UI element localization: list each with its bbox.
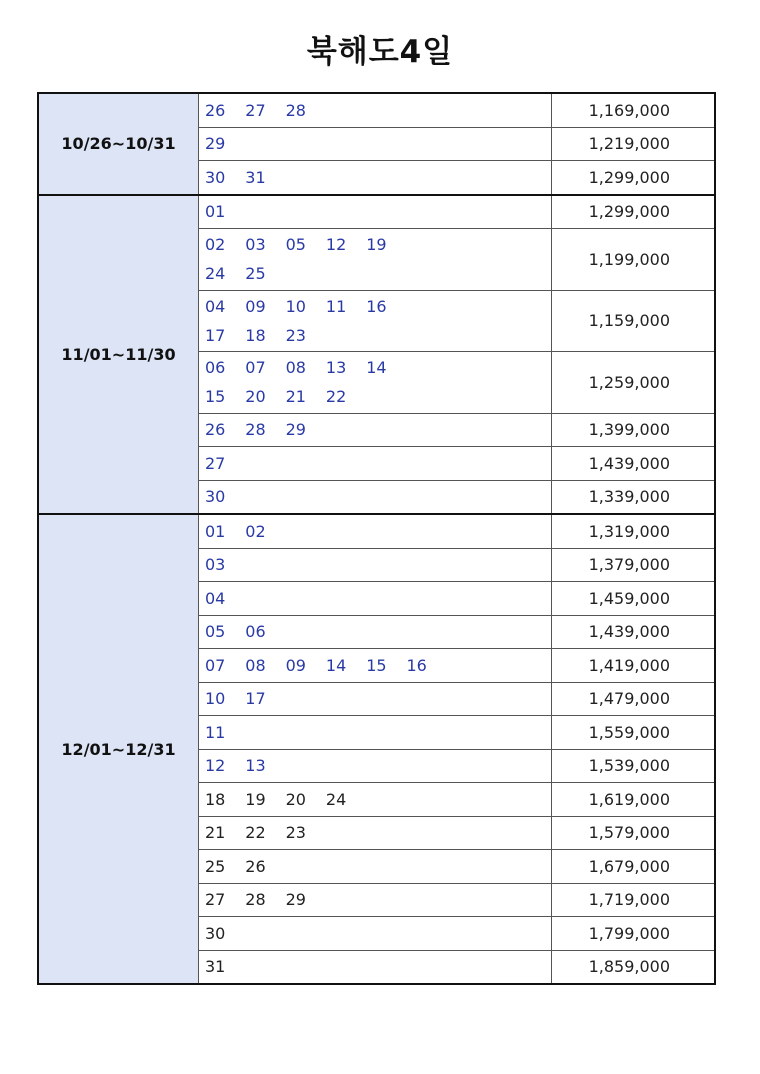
price-cell: 1,159,000: [552, 290, 716, 352]
days-line: [205, 684, 551, 713]
departure-days-cell: [199, 649, 552, 683]
departure-days-cell: [199, 850, 552, 884]
day-value: 28: [245, 890, 266, 910]
day-value: 17: [245, 689, 266, 709]
departure-days-cell: [199, 548, 552, 582]
day-value: 26: [245, 856, 266, 876]
day-value: 12: [325, 235, 347, 255]
departure-days-cell: [199, 716, 552, 750]
departure-days-cell: [199, 352, 552, 414]
days-line: [205, 321, 551, 350]
price-cell: 1,339,000: [552, 480, 716, 514]
days-line: [205, 292, 551, 321]
days-line: [205, 584, 551, 613]
price-table-body: [38, 93, 715, 984]
days-line: [205, 550, 551, 579]
day-value: 13: [325, 358, 347, 378]
days-line: [205, 852, 551, 881]
departure-days-cell: [199, 950, 552, 984]
table-row: [38, 195, 715, 229]
day-value: 05: [285, 235, 306, 255]
page-title: 북해도4일: [306, 34, 454, 70]
days-line: [205, 96, 551, 125]
day-value: 29: [285, 420, 306, 440]
price-cell: 1,799,000: [552, 917, 716, 951]
day-value: 16: [366, 296, 387, 316]
day-value: 17: [205, 325, 226, 345]
day-value: 25: [245, 264, 266, 284]
price-cell: 1,619,000: [552, 783, 716, 817]
day-value: 02: [245, 521, 266, 541]
days-line: [205, 482, 551, 511]
day-value: 01: [205, 521, 226, 541]
day-value: 02: [205, 235, 226, 255]
day-value: 30: [205, 167, 226, 187]
day-value: 08: [285, 358, 306, 378]
day-value: 12: [205, 756, 226, 776]
day-value: 14: [325, 655, 347, 675]
days-line: [205, 617, 551, 646]
price-cell: 1,299,000: [552, 161, 716, 195]
day-value: 22: [245, 823, 266, 843]
day-value: 27: [205, 453, 226, 473]
price-cell: 1,169,000: [552, 93, 716, 127]
period-cell: 10/26~10/31: [38, 93, 199, 195]
day-value: 01: [205, 202, 226, 222]
table-row: [38, 514, 715, 548]
price-cell: 1,419,000: [552, 649, 716, 683]
day-value: 27: [245, 100, 266, 120]
day-value: 31: [205, 957, 226, 977]
day-value: 04: [205, 588, 226, 608]
day-value: 03: [245, 235, 266, 255]
day-value: 14: [366, 358, 387, 378]
table-row: [38, 93, 715, 127]
day-value: 09: [285, 655, 306, 675]
day-value: 24: [205, 264, 226, 284]
departure-days-cell: [199, 447, 552, 481]
days-line: [205, 785, 551, 814]
departure-days-cell: [199, 93, 552, 127]
days-line: [205, 129, 551, 158]
day-value: 25: [205, 856, 226, 876]
day-value: 07: [205, 655, 226, 675]
price-cell: 1,299,000: [552, 195, 716, 229]
day-value: 11: [205, 722, 226, 742]
day-value: 28: [245, 420, 266, 440]
departure-days-cell: [199, 229, 552, 291]
days-line: [205, 230, 551, 259]
price-cell: 1,319,000: [552, 514, 716, 548]
day-value: 19: [366, 235, 387, 255]
days-line: [205, 751, 551, 780]
day-value: 06: [205, 358, 226, 378]
price-cell: 1,379,000: [552, 548, 716, 582]
days-line: [205, 382, 551, 411]
days-line: [205, 885, 551, 914]
day-value: 29: [205, 134, 226, 154]
days-line: [205, 919, 551, 948]
departure-days-cell: [199, 161, 552, 195]
days-line: [205, 818, 551, 847]
day-value: 29: [285, 890, 306, 910]
day-value: 18: [245, 325, 266, 345]
departure-days-cell: [199, 615, 552, 649]
price-cell: 1,259,000: [552, 352, 716, 414]
price-cell: 1,719,000: [552, 883, 716, 917]
day-value: 10: [285, 296, 306, 316]
day-value: 04: [205, 296, 226, 316]
day-value: 19: [245, 789, 266, 809]
price-cell: 1,399,000: [552, 413, 716, 447]
day-value: 23: [285, 325, 306, 345]
price-cell: 1,479,000: [552, 682, 716, 716]
departure-days-cell: [199, 883, 552, 917]
day-value: 03: [205, 555, 226, 575]
days-line: [205, 651, 551, 680]
departure-days-cell: [199, 413, 552, 447]
departure-days-cell: [199, 917, 552, 951]
day-value: 28: [285, 100, 306, 120]
day-value: 09: [245, 296, 266, 316]
day-value: 15: [366, 655, 387, 675]
departure-days-cell: [199, 514, 552, 548]
departure-days-cell: [199, 480, 552, 514]
price-table: [37, 92, 716, 985]
days-line: [205, 353, 551, 382]
departure-days-cell: [199, 749, 552, 783]
day-value: 26: [205, 420, 226, 440]
price-cell: 1,439,000: [552, 447, 716, 481]
price-cell: 1,559,000: [552, 716, 716, 750]
day-value: 13: [245, 756, 266, 776]
day-value: 16: [406, 655, 427, 675]
day-value: 18: [205, 789, 226, 809]
day-value: 21: [205, 823, 226, 843]
day-value: 24: [325, 789, 347, 809]
departure-days-cell: [199, 195, 552, 229]
departure-days-cell: [199, 127, 552, 161]
departure-days-cell: [199, 783, 552, 817]
day-value: 06: [245, 622, 266, 642]
price-cell: 1,199,000: [552, 229, 716, 291]
days-line: [205, 718, 551, 747]
day-value: 26: [205, 100, 226, 120]
price-cell: 1,579,000: [552, 816, 716, 850]
day-value: 20: [245, 387, 266, 407]
departure-days-cell: [199, 290, 552, 352]
departure-days-cell: [199, 816, 552, 850]
day-value: 20: [285, 789, 306, 809]
days-line: [205, 952, 551, 981]
days-line: [205, 517, 551, 546]
departure-days-cell: [199, 682, 552, 716]
day-value: 05: [205, 622, 226, 642]
days-line: [205, 415, 551, 444]
days-line: [205, 449, 551, 478]
period-cell: 12/01~12/31: [38, 514, 199, 984]
price-cell: 1,539,000: [552, 749, 716, 783]
price-cell: 1,439,000: [552, 615, 716, 649]
price-cell: 1,219,000: [552, 127, 716, 161]
price-cell: 1,459,000: [552, 582, 716, 616]
day-value: 23: [285, 823, 306, 843]
day-value: 22: [325, 387, 347, 407]
day-value: 10: [205, 689, 226, 709]
price-cell: 1,679,000: [552, 850, 716, 884]
period-cell: 11/01~11/30: [38, 195, 199, 515]
days-line: [205, 259, 551, 288]
price-cell: 1,859,000: [552, 950, 716, 984]
day-value: 15: [205, 387, 226, 407]
day-value: 27: [205, 890, 226, 910]
days-line: [205, 197, 551, 226]
day-value: 30: [205, 923, 226, 943]
day-value: 31: [245, 167, 266, 187]
departure-days-cell: [199, 582, 552, 616]
days-line: [205, 163, 551, 192]
day-value: 21: [285, 387, 306, 407]
day-value: 07: [245, 358, 266, 378]
day-value: 08: [245, 655, 266, 675]
day-value: 30: [205, 487, 226, 507]
day-value: 11: [325, 296, 347, 316]
